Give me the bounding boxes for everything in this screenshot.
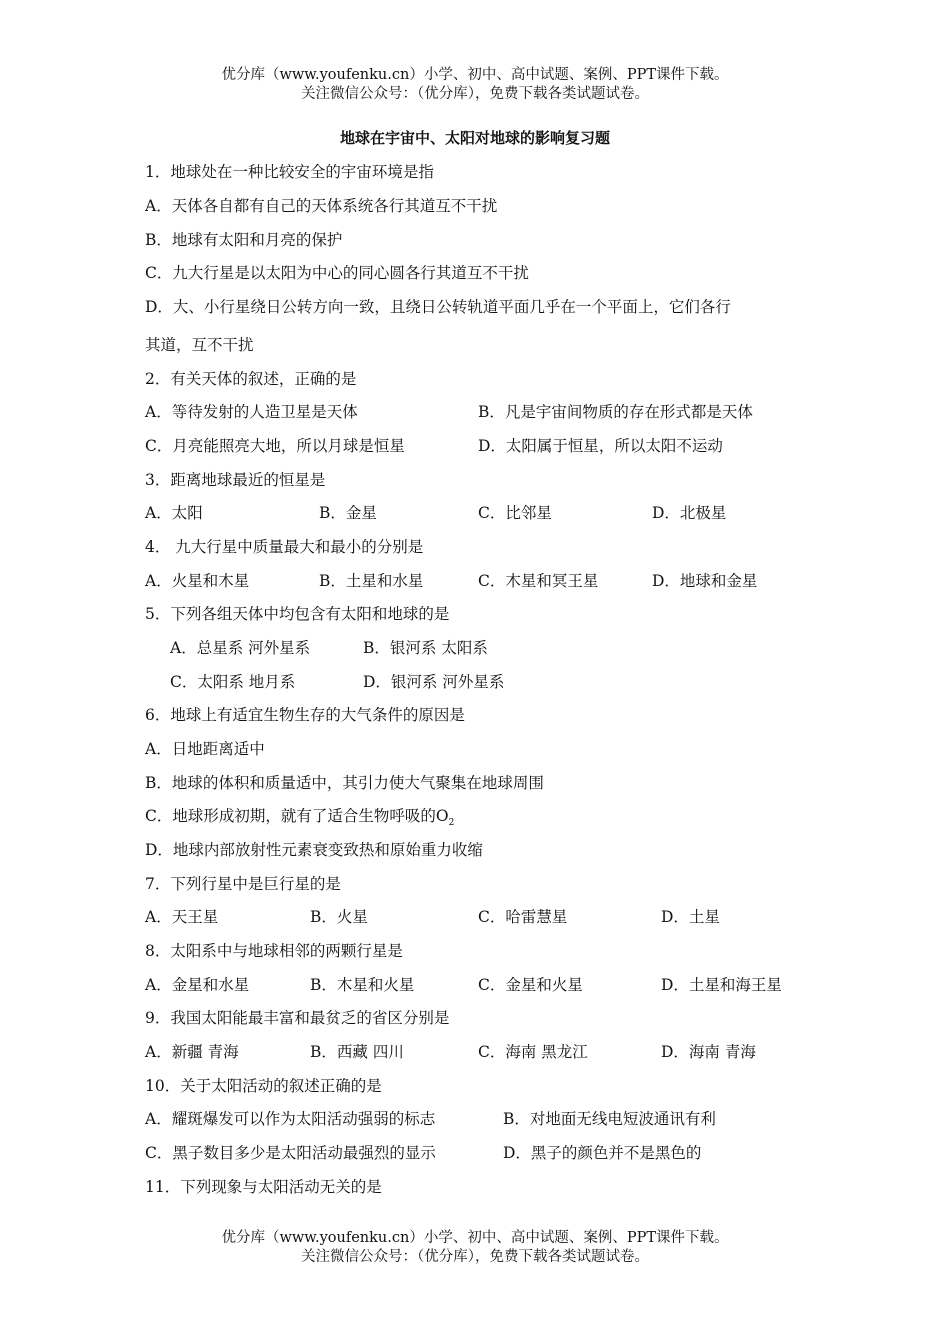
q4-option-a: A．火星和木星: [145, 572, 250, 590]
q7-option-c: C．哈雷慧星: [478, 908, 568, 926]
q3-option-a: A．太阳: [145, 504, 203, 522]
q11-stem: 11．下列现象与太阳活动无关的是: [145, 1178, 382, 1196]
q3-option-b: B．金星: [319, 504, 377, 522]
q9-option-b: B．西藏 四川: [310, 1043, 404, 1061]
q8-option-b: B．木星和火星: [310, 976, 415, 994]
q9-option-d: D．海南 青海: [661, 1043, 756, 1061]
q7-option-b: B．火星: [310, 908, 368, 926]
q10-stem: 10．关于太阳活动的叙述正确的是: [145, 1077, 382, 1095]
q8-option-d: D．土星和海王星: [661, 976, 782, 994]
footer-line-2: 关注微信公众号：（优分库），免费下载各类试题试卷。: [301, 1249, 649, 1265]
footer-line-1: 优分库（www.youfenku.cn）小学、初中、高中试题、案例、PPT课件下载。: [221, 1230, 729, 1246]
q4-stem: 4． 九大行星中质量最大和最小的分别是: [145, 538, 424, 556]
q9-stem: 9．我国太阳能最丰富和最贫乏的省区分别是: [145, 1009, 450, 1027]
q6-option-d: D．地球内部放射性元素衰变致热和原始重力收缩: [145, 841, 483, 859]
q1-option-c: C．九大行星是以太阳为中心的同心圆各行其道互不干扰: [145, 264, 529, 282]
q5-stem: 5．下列各组天体中均包含有太阳和地球的是: [145, 605, 450, 623]
q2-option-d: D．太阳属于恒星，所以太阳不运动: [478, 437, 723, 455]
q7-stem: 7．下列行星中是巨行星的是: [145, 875, 341, 893]
q10-option-d: D．黑子的颜色并不是黑色的: [503, 1144, 702, 1162]
q2-option-c: C．月亮能照亮大地，所以月球是恒星: [145, 437, 405, 455]
q5-option-a: A．总星系 河外星系: [170, 639, 311, 657]
q5-option-d: D．银河系 河外星系: [363, 673, 505, 691]
header-line-1: 优分库（www.youfenku.cn）小学、初中、高中试题、案例、PPT课件下载。: [221, 67, 729, 83]
header-line-2: 关注微信公众号：（优分库），免费下载各类试题试卷。: [301, 86, 649, 102]
q7-option-a: A．天王星: [145, 908, 219, 926]
q8-option-a: A．金星和水星: [145, 976, 250, 994]
q1-option-d-cont: 其道，互不干扰: [145, 336, 254, 354]
q9-option-c: C．海南 黑龙江: [478, 1043, 588, 1061]
q6-option-b: B．地球的体积和质量适中，其引力使大气聚集在地球周围: [145, 774, 544, 792]
q6-option-c: [145, 804, 454, 828]
q8-stem: 8．太阳系中与地球相邻的两颗行星是: [145, 942, 403, 960]
q1-option-b: B．地球有太阳和月亮的保护: [145, 231, 343, 249]
q9-option-a: A．新疆 青海: [145, 1043, 239, 1061]
q6-option-c-text: C．地球形成初期，就有了适合生物呼吸的O: [145, 807, 449, 825]
q6-stem: 6．地球上有适宜生物生存的大气条件的原因是: [145, 706, 465, 724]
q1-option-a: A．天体各自都有自己的天体系统各行其道互不干扰: [145, 197, 498, 215]
q8-option-c: C．金星和火星: [478, 976, 583, 994]
q4-option-d: D．地球和金星: [652, 572, 758, 590]
q5-option-b: B．银河系 太阳系: [363, 639, 488, 657]
q6-option-a: A．日地距离适中: [145, 740, 265, 758]
page-header: [0, 66, 950, 104]
page-footer: [0, 1229, 950, 1267]
q2-stem: 2．有关天体的叙述，正确的是: [145, 370, 357, 388]
q3-option-d: D．北极星: [652, 504, 727, 522]
q1-stem: 1．地球处在一种比较安全的宇宙环境是指: [145, 163, 434, 181]
q4-option-b: B．土星和水星: [319, 572, 424, 590]
q3-option-c: C．比邻星: [478, 504, 552, 522]
q2-option-a: A．等待发射的人造卫星是天体: [145, 403, 358, 421]
q1-option-d: D．大、小行星绕日公转方向一致，且绕日公转轨道平面几乎在一个平面上，它们各行: [145, 298, 731, 316]
q3-stem: 3．距离地球最近的恒星是: [145, 471, 326, 489]
q4-option-c: C．木星和冥王星: [478, 572, 599, 590]
q10-option-b: B．对地面无线电短波通讯有利: [503, 1110, 716, 1128]
q10-option-c: C．黑子数目多少是太阳活动最强烈的显示: [145, 1144, 436, 1162]
q5-option-c: C．太阳系 地月系: [170, 673, 296, 691]
q2-option-b: B．凡是宇宙间物质的存在形式都是天体: [478, 403, 753, 421]
page-title: 地球在宇宙中、太阳对地球的影响复习题: [339, 129, 610, 147]
q7-option-d: D．土星: [661, 908, 720, 926]
q10-option-a: A．耀斑爆发可以作为太阳活动强弱的标志: [145, 1110, 436, 1128]
q6-option-c-subscript: 2: [448, 818, 455, 829]
